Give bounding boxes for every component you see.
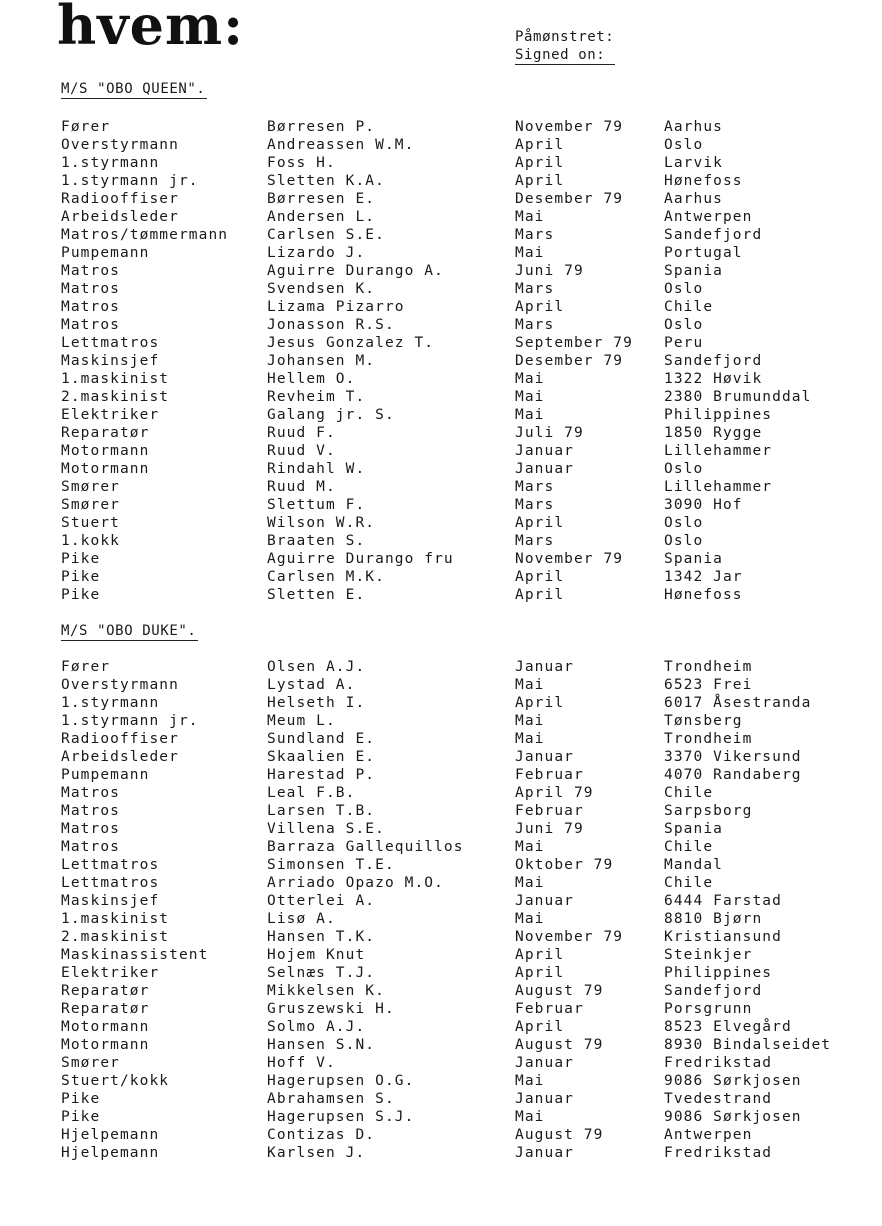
crew-hometown: Philippines — [664, 965, 773, 981]
crew-row — [0, 892, 882, 910]
signed-on-date: Januar — [515, 1145, 574, 1161]
crew-position: Arbeidsleder — [61, 749, 179, 765]
crew-hometown: 8810 Bjørn — [664, 911, 763, 927]
crew-name: Hansen T.K. — [267, 929, 376, 945]
crew-position: Motormann — [61, 1019, 150, 1035]
crew-hometown: Sandefjord — [664, 353, 763, 369]
crew-name: Lystad A. — [267, 677, 356, 693]
crew-hometown: Spania — [664, 821, 723, 837]
crew-position: Radiooffiser — [61, 731, 179, 747]
crew-name: Skaalien E. — [267, 749, 376, 765]
crew-hometown: Chile — [664, 299, 714, 315]
crew-name: Hojem Knut — [267, 947, 366, 963]
crew-hometown: Peru — [664, 335, 704, 351]
signed-on-date: Mai — [515, 389, 545, 405]
crew-name: Sletten E. — [267, 587, 366, 603]
crew-position: Pike — [61, 551, 101, 567]
crew-hometown: 6017 Åsestranda — [664, 695, 812, 711]
crew-position: Matros — [61, 317, 120, 333]
crew-hometown: 3370 Vikersund — [664, 749, 802, 765]
crew-row — [0, 964, 882, 982]
crew-row — [0, 784, 882, 802]
crew-position: 1.styrmann jr. — [61, 713, 199, 729]
crew-position: Reparatør — [61, 1001, 150, 1017]
crew-name: Olsen A.J. — [267, 659, 366, 675]
crew-position: Maskinassistent — [61, 947, 209, 963]
crew-row — [0, 658, 882, 676]
crew-hometown: 2380 Brumunddal — [664, 389, 812, 405]
crew-position: Matros — [61, 803, 120, 819]
signed-on-date: Januar — [515, 659, 574, 675]
crew-name: Braaten S. — [267, 533, 366, 549]
crew-position: Lettmatros — [61, 335, 160, 351]
crew-name: Jesus Gonzalez T. — [267, 335, 435, 351]
crew-hometown: 1850 Rygge — [664, 425, 763, 441]
crew-row — [0, 1036, 882, 1054]
crew-row — [0, 262, 882, 280]
crew-name: Ruud V. — [267, 443, 336, 459]
crew-row — [0, 370, 882, 388]
crew-name: Mikkelsen K. — [267, 983, 385, 999]
crew-name: Galang jr. S. — [267, 407, 395, 423]
crew-row — [0, 424, 882, 442]
crew-hometown: 8523 Elvegård — [664, 1019, 792, 1035]
signed-on-date: April — [515, 299, 565, 315]
crew-row — [0, 730, 882, 748]
crew-row — [0, 766, 882, 784]
crew-position: Motormann — [61, 443, 150, 459]
crew-position: Maskinsjef — [61, 353, 160, 369]
crew-hometown: Chile — [664, 875, 714, 891]
crew-position: Elektriker — [61, 965, 160, 981]
crew-hometown: Antwerpen — [664, 209, 753, 225]
crew-row — [0, 1018, 882, 1036]
crew-name: Johansen M. — [267, 353, 376, 369]
crew-name: Sletten K.A. — [267, 173, 385, 189]
crew-row — [0, 946, 882, 964]
crew-row — [0, 172, 882, 190]
crew-hometown: Oslo — [664, 317, 704, 333]
signed-on-date: April — [515, 173, 565, 189]
crew-row — [0, 352, 882, 370]
crew-hometown: 1322 Høvik — [664, 371, 763, 387]
crew-hometown: Sarpsborg — [664, 803, 753, 819]
crew-row — [0, 478, 882, 496]
crew-row — [0, 226, 882, 244]
crew-row — [0, 136, 882, 154]
crew-hometown: Hønefoss — [664, 173, 743, 189]
crew-name: Jonasson R.S. — [267, 317, 395, 333]
crew-position: Lettmatros — [61, 875, 160, 891]
signed-on-date: Mars — [515, 479, 555, 495]
signed-on-date: Mai — [515, 677, 545, 693]
crew-name: Børresen E. — [267, 191, 376, 207]
crew-name: Ruud F. — [267, 425, 336, 441]
signed-on-date: August 79 — [515, 1037, 604, 1053]
crew-name: Aguirre Durango A. — [267, 263, 444, 279]
crew-row — [0, 406, 882, 424]
crew-row — [0, 334, 882, 352]
crew-name: Hoff V. — [267, 1055, 336, 1071]
crew-name: Arriado Opazo M.O. — [267, 875, 444, 891]
crew-position: 1.kokk — [61, 533, 120, 549]
crew-hometown: Oslo — [664, 461, 704, 477]
signed-on-date: Desember 79 — [515, 191, 624, 207]
crew-name: Meum L. — [267, 713, 336, 729]
crew-row — [0, 1090, 882, 1108]
crew-row — [0, 496, 882, 514]
crew-position: 1.styrmann — [61, 695, 160, 711]
signed-on-date: Februar — [515, 803, 584, 819]
crew-row — [0, 1054, 882, 1072]
crew-name: Ruud M. — [267, 479, 336, 495]
crew-row — [0, 442, 882, 460]
crew-row — [0, 460, 882, 478]
crew-position: Maskinsjef — [61, 893, 160, 909]
signed-on-date: Mars — [515, 317, 555, 333]
crew-hometown: 6523 Frei — [664, 677, 753, 693]
signed-on-date: April 79 — [515, 785, 594, 801]
crew-hometown: 4070 Randaberg — [664, 767, 802, 783]
crew-hometown: Aarhus — [664, 191, 723, 207]
crew-name: Lisø A. — [267, 911, 336, 927]
signed-on-date: August 79 — [515, 1127, 604, 1143]
crew-position: Smører — [61, 1055, 120, 1071]
crew-row — [0, 1144, 882, 1162]
crew-position: Motormann — [61, 1037, 150, 1053]
crew-name: Villena S.E. — [267, 821, 385, 837]
crew-name: Aguirre Durango fru — [267, 551, 454, 567]
crew-name: Gruszewski H. — [267, 1001, 395, 1017]
crew-position: Arbeidsleder — [61, 209, 179, 225]
crew-hometown: Oslo — [664, 281, 704, 297]
signed-on-date: Mai — [515, 731, 545, 747]
crew-position: Matros — [61, 281, 120, 297]
crew-name: Harestad P. — [267, 767, 376, 783]
crew-name: Revheim T. — [267, 389, 366, 405]
crew-row — [0, 568, 882, 586]
crew-row — [0, 1108, 882, 1126]
crew-position: Reparatør — [61, 983, 150, 999]
crew-row — [0, 1000, 882, 1018]
signed-on-date: Mai — [515, 911, 545, 927]
crew-hometown: Oslo — [664, 137, 704, 153]
page-title: hvem: — [57, 0, 245, 57]
signed-on-date: April — [515, 965, 565, 981]
signed-on-date: Mai — [515, 209, 545, 225]
signed-on-date: Mai — [515, 1073, 545, 1089]
signed-on-date: Mai — [515, 407, 545, 423]
crew-row — [0, 802, 882, 820]
signed-on-date: Mars — [515, 227, 555, 243]
crew-hometown: Kristiansund — [664, 929, 782, 945]
crew-row — [0, 298, 882, 316]
crew-row — [0, 982, 882, 1000]
signed-on-date: April — [515, 569, 565, 585]
signed-on-date: Mars — [515, 281, 555, 297]
crew-hometown: Chile — [664, 839, 714, 855]
crew-hometown: 9086 Sørkjosen — [664, 1073, 802, 1089]
signed-on-date: Juni 79 — [515, 263, 584, 279]
crew-hometown: Tønsberg — [664, 713, 743, 729]
crew-name: Selnæs T.J. — [267, 965, 376, 981]
crew-position: Matros — [61, 821, 120, 837]
crew-name: Karlsen J. — [267, 1145, 366, 1161]
signed-on-date: Mai — [515, 1109, 545, 1125]
crew-name: Hagerupsen S.J. — [267, 1109, 415, 1125]
crew-position: Motormann — [61, 461, 150, 477]
signed-on-date: September 79 — [515, 335, 633, 351]
crew-hometown: 6444 Farstad — [664, 893, 782, 909]
signed-on-date: April — [515, 1019, 565, 1035]
crew-row — [0, 190, 882, 208]
crew-hometown: Sandefjord — [664, 983, 763, 999]
crew-hometown: Aarhus — [664, 119, 723, 135]
signed-on-date: Juni 79 — [515, 821, 584, 837]
crew-name: Carlsen M.K. — [267, 569, 385, 585]
signed-on-date: Mars — [515, 533, 555, 549]
signed-on-date: Oktober 79 — [515, 857, 614, 873]
crew-position: Pumpemann — [61, 245, 150, 261]
crew-hometown: Trondheim — [664, 731, 753, 747]
crew-hometown: Oslo — [664, 515, 704, 531]
crew-row — [0, 694, 882, 712]
crew-position: Pike — [61, 587, 101, 603]
crew-position: Hjelpemann — [61, 1145, 160, 1161]
ship-heading-obo-queen: M/S "OBO QUEEN". — [61, 81, 206, 97]
crew-name: Slettum F. — [267, 497, 366, 513]
crew-position: Pike — [61, 569, 101, 585]
crew-position: Stuert/kokk — [61, 1073, 170, 1089]
crew-name: Børresen P. — [267, 119, 376, 135]
crew-hometown: Hønefoss — [664, 587, 743, 603]
crew-position: Hjelpemann — [61, 1127, 160, 1143]
signed-on-date: Februar — [515, 767, 584, 783]
crew-hometown: Trondheim — [664, 659, 753, 675]
signed-on-date: Januar — [515, 1055, 574, 1071]
crew-row — [0, 118, 882, 136]
crew-hometown: Porsgrunn — [664, 1001, 753, 1017]
signed-on-date: April — [515, 515, 565, 531]
crew-position: 1.maskinist — [61, 911, 170, 927]
crew-position: Stuert — [61, 515, 120, 531]
crew-row — [0, 244, 882, 262]
crew-name: Hellem O. — [267, 371, 356, 387]
signed-on-date: April — [515, 587, 565, 603]
ship-heading-obo-duke: M/S "OBO DUKE". — [61, 623, 197, 639]
signed-on-date: Januar — [515, 749, 574, 765]
signed-on-date: Januar — [515, 461, 574, 477]
crew-position: 2.maskinist — [61, 929, 170, 945]
crew-position: Matros — [61, 785, 120, 801]
crew-position: 1.maskinist — [61, 371, 170, 387]
crew-name: Larsen T.B. — [267, 803, 376, 819]
crew-row — [0, 676, 882, 694]
crew-position: Radiooffiser — [61, 191, 179, 207]
crew-name: Sundland E. — [267, 731, 376, 747]
crew-position: Fører — [61, 659, 111, 675]
crew-position: Smører — [61, 479, 120, 495]
crew-row — [0, 208, 882, 226]
crew-position: Matros — [61, 299, 120, 315]
crew-name: Contizas D. — [267, 1127, 376, 1143]
crew-name: Lizardo J. — [267, 245, 366, 261]
crew-name: Foss H. — [267, 155, 336, 171]
signed-on-date: Desember 79 — [515, 353, 624, 369]
crew-hometown: 9086 Sørkjosen — [664, 1109, 802, 1125]
crew-position: 1.styrmann jr. — [61, 173, 199, 189]
crew-hometown: Lillehammer — [664, 443, 773, 459]
crew-hometown: Lillehammer — [664, 479, 773, 495]
crew-name: Andersen L. — [267, 209, 376, 225]
signed-on-date: April — [515, 137, 565, 153]
signed-on-date: April — [515, 695, 565, 711]
signed-on-date: Mai — [515, 713, 545, 729]
crew-hometown: Philippines — [664, 407, 773, 423]
crew-row — [0, 532, 882, 550]
crew-name: Rindahl W. — [267, 461, 366, 477]
crew-position: Pike — [61, 1091, 101, 1107]
crew-name: Barraza Gallequillos — [267, 839, 464, 855]
crew-row — [0, 280, 882, 298]
crew-hometown: Fredrikstad — [664, 1055, 773, 1071]
crew-name: Lizama Pizarro — [267, 299, 405, 315]
signed-on-date: Mars — [515, 497, 555, 513]
signed-on-date: April — [515, 947, 565, 963]
signed-on-label-norwegian: Påmønstret: — [515, 29, 615, 45]
crew-row — [0, 514, 882, 532]
crew-position: Pumpemann — [61, 767, 150, 783]
crew-hometown: Mandal — [664, 857, 723, 873]
crew-hometown: Larvik — [664, 155, 723, 171]
crew-name: Hansen S.N. — [267, 1037, 376, 1053]
crew-position: 2.maskinist — [61, 389, 170, 405]
crew-hometown: Chile — [664, 785, 714, 801]
crew-hometown: Antwerpen — [664, 1127, 753, 1143]
crew-hometown: Fredrikstad — [664, 1145, 773, 1161]
crew-position: Reparatør — [61, 425, 150, 441]
crew-row — [0, 874, 882, 892]
crew-row — [0, 928, 882, 946]
crew-position: Fører — [61, 119, 111, 135]
crew-row — [0, 1126, 882, 1144]
crew-name: Leal F.B. — [267, 785, 356, 801]
crew-position: Overstyrmann — [61, 137, 179, 153]
crew-hometown: Spania — [664, 263, 723, 279]
crew-hometown: Tvedestrand — [664, 1091, 773, 1107]
signed-on-date: Mai — [515, 839, 545, 855]
crew-hometown: 8930 Bindalseidet — [664, 1037, 832, 1053]
signed-on-date: Mai — [515, 875, 545, 891]
crew-row — [0, 820, 882, 838]
signed-on-date: Juli 79 — [515, 425, 584, 441]
crew-row — [0, 586, 882, 604]
crew-name: Simonsen T.E. — [267, 857, 395, 873]
crew-row — [0, 748, 882, 766]
crew-position: Lettmatros — [61, 857, 160, 873]
crew-list-obo-duke — [0, 658, 882, 1162]
signed-on-date: Februar — [515, 1001, 584, 1017]
signed-on-date: August 79 — [515, 983, 604, 999]
crew-row — [0, 1072, 882, 1090]
crew-position: Matros/tømmermann — [61, 227, 229, 243]
crew-position: Smører — [61, 497, 120, 513]
crew-position: Matros — [61, 839, 120, 855]
signed-on-date: November 79 — [515, 119, 624, 135]
crew-hometown: Sandefjord — [664, 227, 763, 243]
crew-row — [0, 712, 882, 730]
crew-position: Pike — [61, 1109, 101, 1125]
crew-position: Matros — [61, 263, 120, 279]
signed-on-date: November 79 — [515, 929, 624, 945]
signed-on-date: Mai — [515, 371, 545, 387]
crew-name: Andreassen W.M. — [267, 137, 415, 153]
crew-hometown: Oslo — [664, 533, 704, 549]
signed-on-date: Januar — [515, 1091, 574, 1107]
crew-row — [0, 856, 882, 874]
crew-position: 1.styrmann — [61, 155, 160, 171]
crew-hometown: Steinkjer — [664, 947, 753, 963]
crew-position: Overstyrmann — [61, 677, 179, 693]
crew-hometown: 3090 Hof — [664, 497, 743, 513]
crew-name: Carlsen S.E. — [267, 227, 385, 243]
signed-on-label-english: Signed on: — [515, 46, 615, 65]
crew-position: Elektriker — [61, 407, 160, 423]
signed-on-date: Mai — [515, 245, 545, 261]
crew-name: Helseth I. — [267, 695, 366, 711]
crew-name: Svendsen K. — [267, 281, 376, 297]
crew-row — [0, 388, 882, 406]
crew-name: Wilson W.R. — [267, 515, 376, 531]
signed-on-header — [515, 28, 615, 65]
signed-on-date: November 79 — [515, 551, 624, 567]
crew-row — [0, 838, 882, 856]
signed-on-date: Januar — [515, 443, 574, 459]
crew-hometown: 1342 Jar — [664, 569, 743, 585]
signed-on-date: April — [515, 155, 565, 171]
crew-hometown: Spania — [664, 551, 723, 567]
crew-name: Hagerupsen O.G. — [267, 1073, 415, 1089]
crew-name: Solmo A.J. — [267, 1019, 366, 1035]
crew-row — [0, 154, 882, 172]
crew-row — [0, 910, 882, 928]
crew-name: Otterlei A. — [267, 893, 376, 909]
crew-name: Abrahamsen S. — [267, 1091, 395, 1107]
signed-on-date: Januar — [515, 893, 574, 909]
crew-hometown: Portugal — [664, 245, 743, 261]
crew-row — [0, 316, 882, 334]
crew-row — [0, 550, 882, 568]
crew-list-obo-queen — [0, 118, 882, 604]
